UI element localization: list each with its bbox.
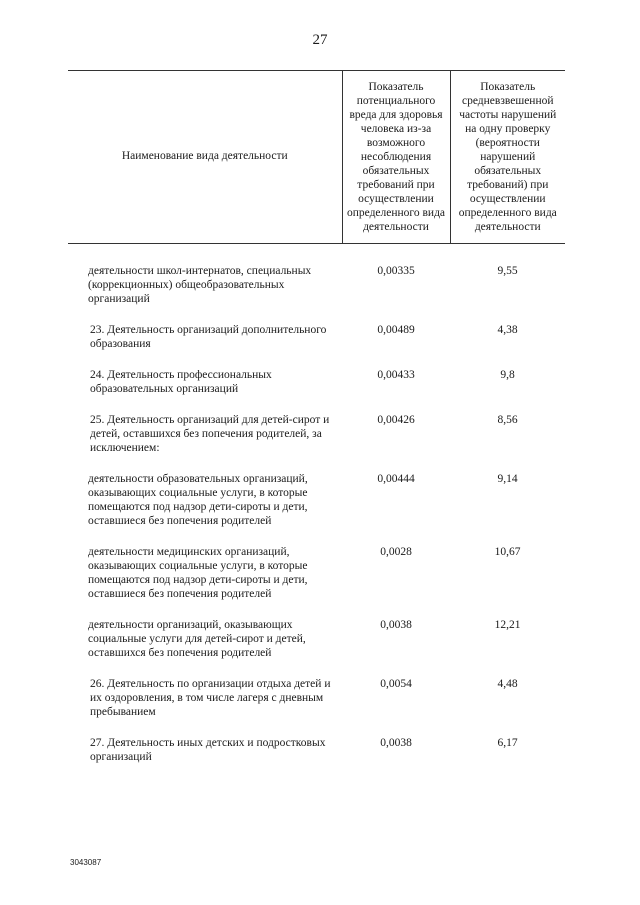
table-row <box>68 244 565 307</box>
activity-name: деятельности медицинских организаций, оказывающих социальные услуги, в которые помещаются под надзор дети-сироты и дети, оставшиеся без попечения родителей <box>88 546 308 600</box>
activity-name: деятельности организаций, оказывающих социальные услуги для детей-сирот и детей, оставшихся без попечения родителей <box>88 619 306 659</box>
harm-value: 0,00489 <box>377 324 415 336</box>
frequency-value: 9,55 <box>497 265 518 277</box>
activity-name: 24. Деятельность профессиональных образовательных организаций <box>90 369 272 395</box>
header-activity-name: Наименование вида деятельности <box>68 71 342 244</box>
frequency-value: 8,56 <box>497 414 518 426</box>
table-row <box>68 396 565 455</box>
harm-value: 0,00335 <box>377 265 415 277</box>
table-header-row <box>68 71 565 244</box>
activity-name: 26. Деятельность по организации отдыха детей и их оздоровления, в том числе лагеря с дневным пребыванием <box>90 678 331 718</box>
activity-name: 23. Деятельность организаций дополнительного образования <box>90 324 327 350</box>
activity-name: деятельности образовательных организаций, оказывающих социальные услуги, в которые помещаются под надзор дети-сироты и дети, оставшиеся без попечения родителей <box>88 473 308 527</box>
harm-value: 0,00426 <box>377 414 415 426</box>
frequency-value: 9,14 <box>497 473 518 485</box>
harm-value: 0,00444 <box>377 473 415 485</box>
harm-value: 0,0028 <box>380 546 412 558</box>
frequency-value: 12,21 <box>494 619 521 631</box>
table-row <box>68 719 565 764</box>
frequency-value: 9,8 <box>500 369 515 381</box>
activity-table <box>68 70 565 764</box>
page-number: 27 <box>312 32 328 48</box>
table-row <box>68 601 565 660</box>
activity-name: 25. Деятельность организаций для детей-сирот и детей, оставшихся без попечения родителей, за исключением: <box>90 414 330 454</box>
frequency-value: 4,38 <box>497 324 518 336</box>
table-row <box>68 306 565 351</box>
frequency-value: 6,17 <box>497 737 518 749</box>
harm-value: 0,00433 <box>377 369 415 381</box>
header-violation-frequency: Показатель средневзвешенной частоты нарушений на одну проверку (вероятности нарушений обязательных требований) при осуществлении определенного вида деятельности <box>450 71 565 244</box>
harm-value: 0,0038 <box>380 737 412 749</box>
document-code: 3043087 <box>70 858 102 867</box>
frequency-value: 4,48 <box>497 678 518 690</box>
harm-value: 0,0038 <box>380 619 412 631</box>
frequency-value: 10,67 <box>494 546 521 558</box>
activity-name: 27. Деятельность иных детских и подростковых организаций <box>90 737 326 763</box>
table-row <box>68 660 565 719</box>
table-row <box>68 455 565 528</box>
header-harm-indicator: Показатель потенциального вреда для здоровья человека из-за возможного несоблюдения обязательных требований при осуществлении определенного вида деятельности <box>342 71 450 244</box>
table-row <box>68 528 565 601</box>
activity-name: деятельности школ-интернатов, специальных (коррекционных) общеобразовательных организаций <box>88 265 312 305</box>
table-row <box>68 351 565 396</box>
harm-value: 0,0054 <box>380 678 412 690</box>
